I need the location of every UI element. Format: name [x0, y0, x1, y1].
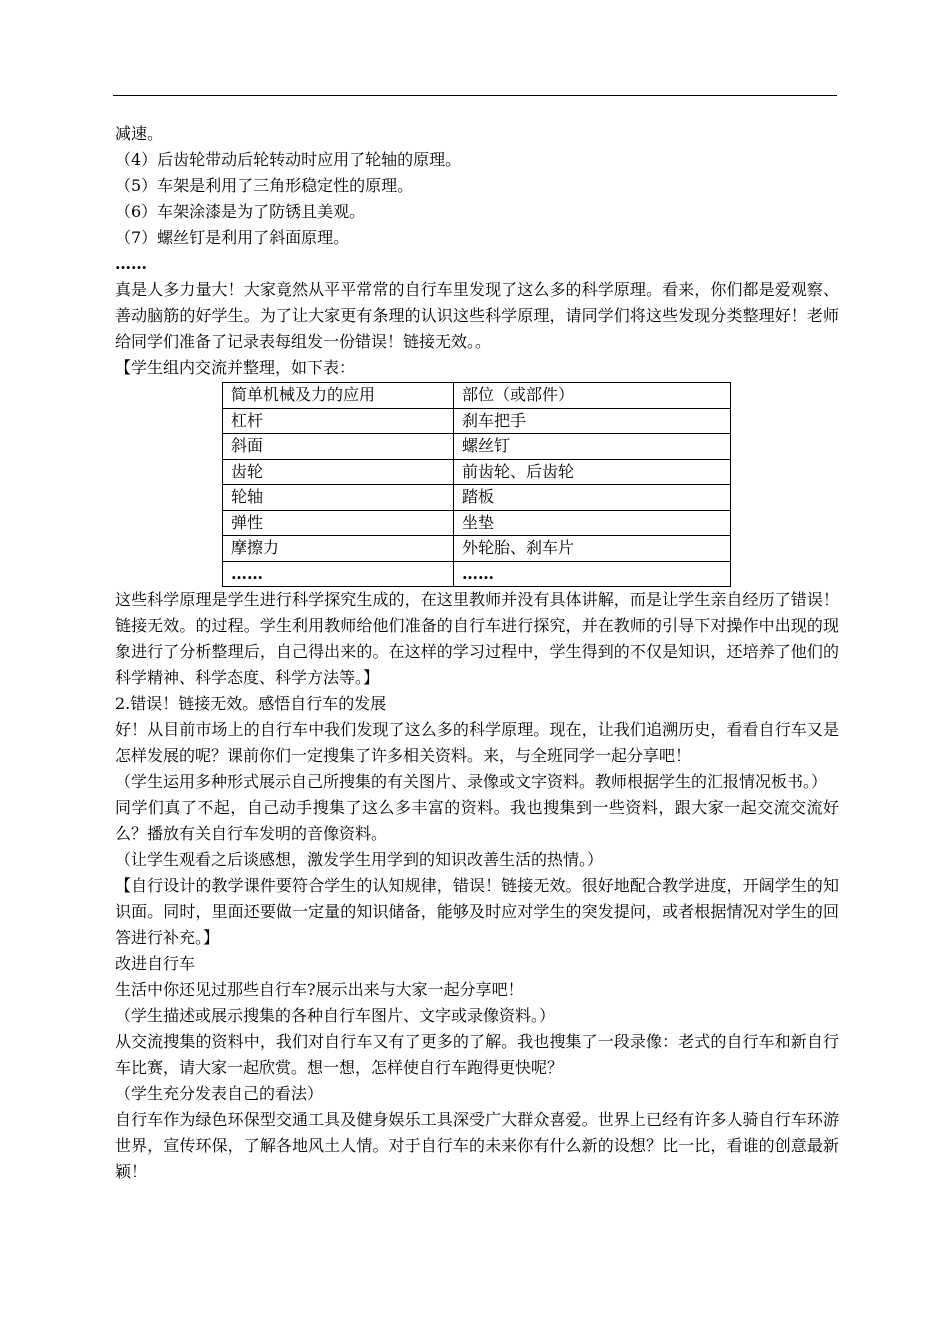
science-table-container — [222, 382, 730, 587]
table-cell: 踏板 — [454, 485, 731, 511]
table-row — [223, 510, 731, 536]
table-header-cell: 部位（或部件） — [454, 383, 731, 409]
section-heading: 改进自行车 — [115, 954, 196, 973]
table-cell: 螺丝钉 — [454, 434, 731, 460]
paragraph: （学生运用多种形式展示自己所搜集的有关图片、录像或文字资料。教师根据学生的汇报情况板书。） — [115, 772, 828, 791]
section-heading: 2.错误！链接无效。感悟自行车的发展 — [115, 694, 387, 713]
paragraph: 好！从目前市场上的自行车中我们发现了这么多的科学原理。现在，让我们追溯历史，看看自行车又是怎样发展的呢？课前你们一定搜集了许多相关资料。来，与全班同学一起分享吧！ — [115, 720, 839, 765]
list-item-5: （5）车架是利用了三角形稳定性的原理。 — [115, 176, 414, 195]
table-cell: 轮轴 — [223, 485, 454, 511]
table-cell: 摩擦力 — [223, 536, 454, 562]
paragraph: （学生描述或展示搜集的各种自行车图片、文字或录像资料。） — [115, 1006, 556, 1025]
paragraph: （让学生观看之后谈感想，激发学生用学到的知识改善生活的热情。） — [115, 850, 604, 869]
table-row — [223, 485, 731, 511]
table-cell: 前齿轮、后齿轮 — [454, 459, 731, 485]
paragraph: 【学生组内交流并整理，如下表： — [115, 358, 356, 377]
science-principles-table — [222, 382, 731, 587]
table-cell: 刹车把手 — [454, 408, 731, 434]
table-row — [223, 459, 731, 485]
table-cell: …… — [454, 561, 731, 587]
list-item-4: （4）后齿轮带动后轮转动时应用了轮轴的原理。 — [115, 150, 462, 169]
table-row — [223, 561, 731, 587]
list-item-6: （6）车架涂漆是为了防锈且美观。 — [115, 202, 366, 221]
paragraph: 这些科学原理是学生进行科学探究生成的，在这里教师并没有具体讲解，而是让学生亲自经历了错误！链接无效。的过程。学生利用教师给他们准备的自行车进行探究，并在教师的引导下对操作中出现的现象进行了分析整理后，自己得出来的。在这样的学习过程中，学生得到的不仅是知识，还培养了他们的科学精神、科学态度、科学方法等。】 — [115, 590, 839, 687]
header-rule — [113, 95, 837, 96]
table-cell: 齿轮 — [223, 459, 454, 485]
table-cell: 弹性 — [223, 510, 454, 536]
paragraph: 生活中你还见过那些自行车?展示出来与大家一起分享吧！ — [115, 980, 524, 999]
table-cell: 外轮胎、刹车片 — [454, 536, 731, 562]
table-header-row — [223, 383, 731, 409]
document-body — [115, 121, 839, 1185]
table-row — [223, 536, 731, 562]
table-row — [223, 434, 731, 460]
paragraph: 【自行设计的教学课件要符合学生的认知规律，错误！链接无效。很好地配合教学进度，开阔学生的知识面。同时，里面还要做一定量的知识储备，能够及时应对学生的突发提问，或者根据情况对学生的回答进行补充。】 — [115, 876, 839, 947]
paragraph: （学生充分发表自己的看法） — [115, 1084, 324, 1103]
table-row — [223, 408, 731, 434]
list-item-7: （7）螺丝钉是利用了斜面原理。 — [115, 228, 350, 247]
table-cell: 坐垫 — [454, 510, 731, 536]
paragraph: 减速。 — [115, 124, 164, 143]
table-cell: 杠杆 — [223, 408, 454, 434]
table-header-cell: 简单机械及力的应用 — [223, 383, 454, 409]
paragraph: 从交流搜集的资料中，我们对自行车又有了更多的了解。我也搜集了一段录像：老式的自行车和新自行车比赛，请大家一起欣赏。想一想，怎样使自行车跑得更快呢？ — [115, 1032, 839, 1077]
paragraph: 自行车作为绿色环保型交通工具及健身娱乐工具深受广大群众喜爱。世界上已经有许多人骑自行车环游世界，宣传环保，了解各地风土人情。对于自行车的未来你有什么新的设想？比一比，看谁的创意最新颖！ — [115, 1110, 839, 1181]
table-cell: …… — [223, 561, 454, 587]
paragraph: 真是人多力量大！大家竟然从平平常常的自行车里发现了这么多的科学原理。看来，你们都是爱观察、善动脑筋的好学生。为了让大家更有条理的认识这些科学原理，请同学们将这些发现分类整理好！老师给同学们准备了记录表每组发一份错误！链接无效。。 — [115, 280, 839, 351]
paragraph: 同学们真了不起，自己动手搜集了这么多丰富的资料。我也搜集到一些资料，跟大家一起交流交流好么？播放有关自行车发明的音像资料。 — [115, 798, 839, 843]
table-cell: 斜面 — [223, 434, 454, 460]
ellipsis-line: …… — [115, 254, 147, 273]
